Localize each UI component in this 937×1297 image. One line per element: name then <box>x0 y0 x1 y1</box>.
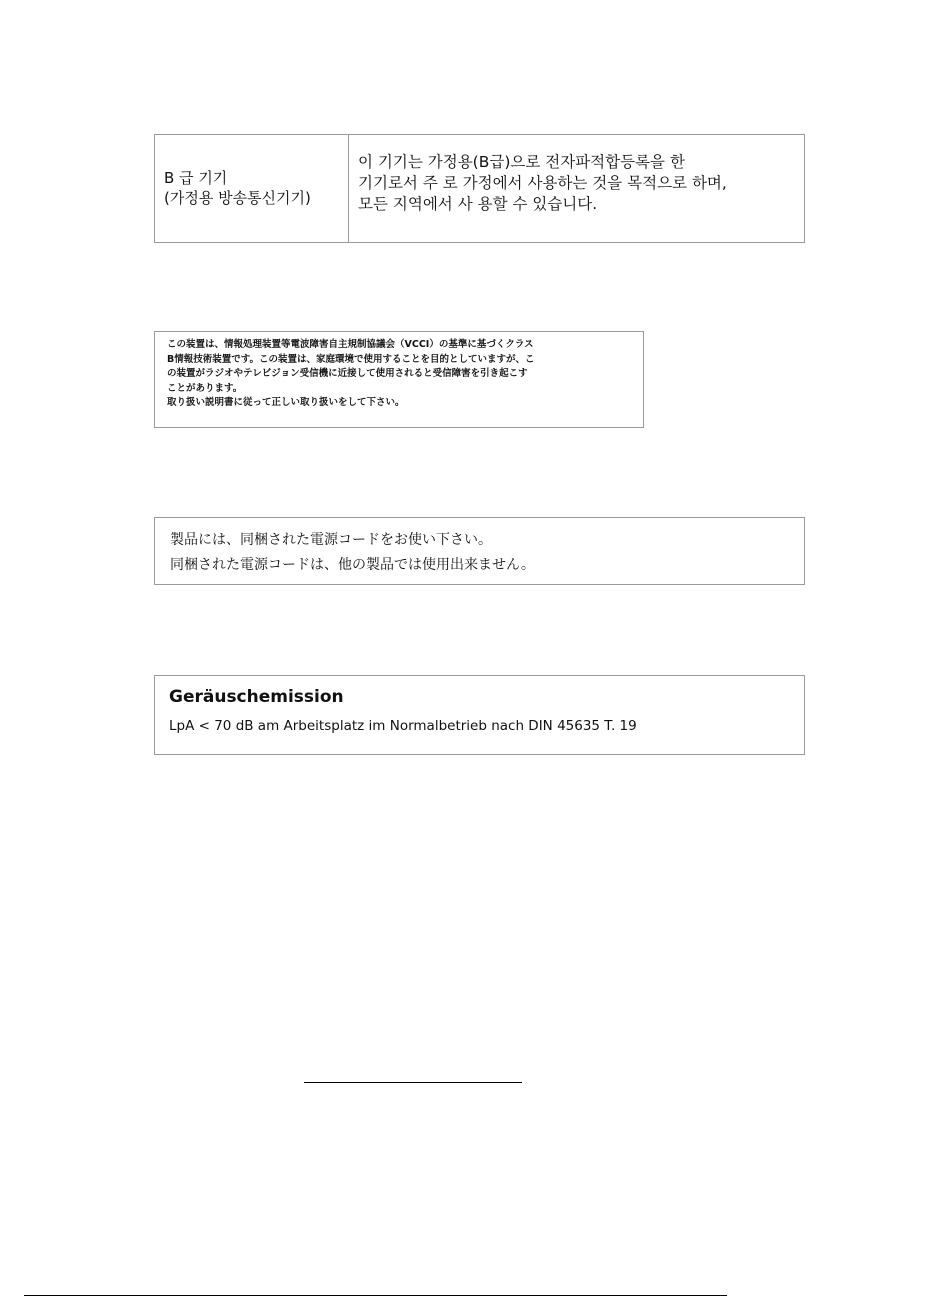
power-cord-line-2: 同梱された電源コードは、他の製品では使用出来ません。 <box>170 557 535 573</box>
footnote-divider <box>304 1082 522 1083</box>
korean-class-b-notice <box>154 134 805 243</box>
power-cord-line-1: 製品には、同梱された電源コードをお使い下さい。 <box>170 532 492 548</box>
noise-emission-title: Geräuschemission <box>169 687 344 707</box>
page-bottom-divider <box>24 1295 727 1296</box>
korean-class-description: 이 기기는 가정용(B급)으로 전자파적합등록을 한 기기로서 주 로 가정에서 사용하는 것을 목적으로 하며, 모든 지역에서 사 용할 수 있습니다. <box>358 153 727 213</box>
vcci-statement: この装置は、情報処理装置等電波障害自主規制協議会（VCCI）の基準に基づくクラス B情報技術装置です。この装置は、家庭環境で使用することを目的としていますが、こ の装置がラジオやテレビジョン受信機に近接して使用されると受信障害を引き起こす ことがあります。 <box>167 339 535 394</box>
vcci-instruction: 取り扱い説明書に従って正しい取り扱いをして下さい。 <box>167 397 405 408</box>
noise-emission-text: LpA < 70 dB am Arbeitsplatz im Normalbetrieb nach DIN 45635 T. 19 <box>169 718 637 734</box>
noise-emission-notice <box>154 675 805 755</box>
korean-class-label: B 급 기기 (가정용 방송통신기기) <box>155 135 349 242</box>
power-cord-notice <box>154 517 805 585</box>
vcci-notice <box>154 331 644 428</box>
